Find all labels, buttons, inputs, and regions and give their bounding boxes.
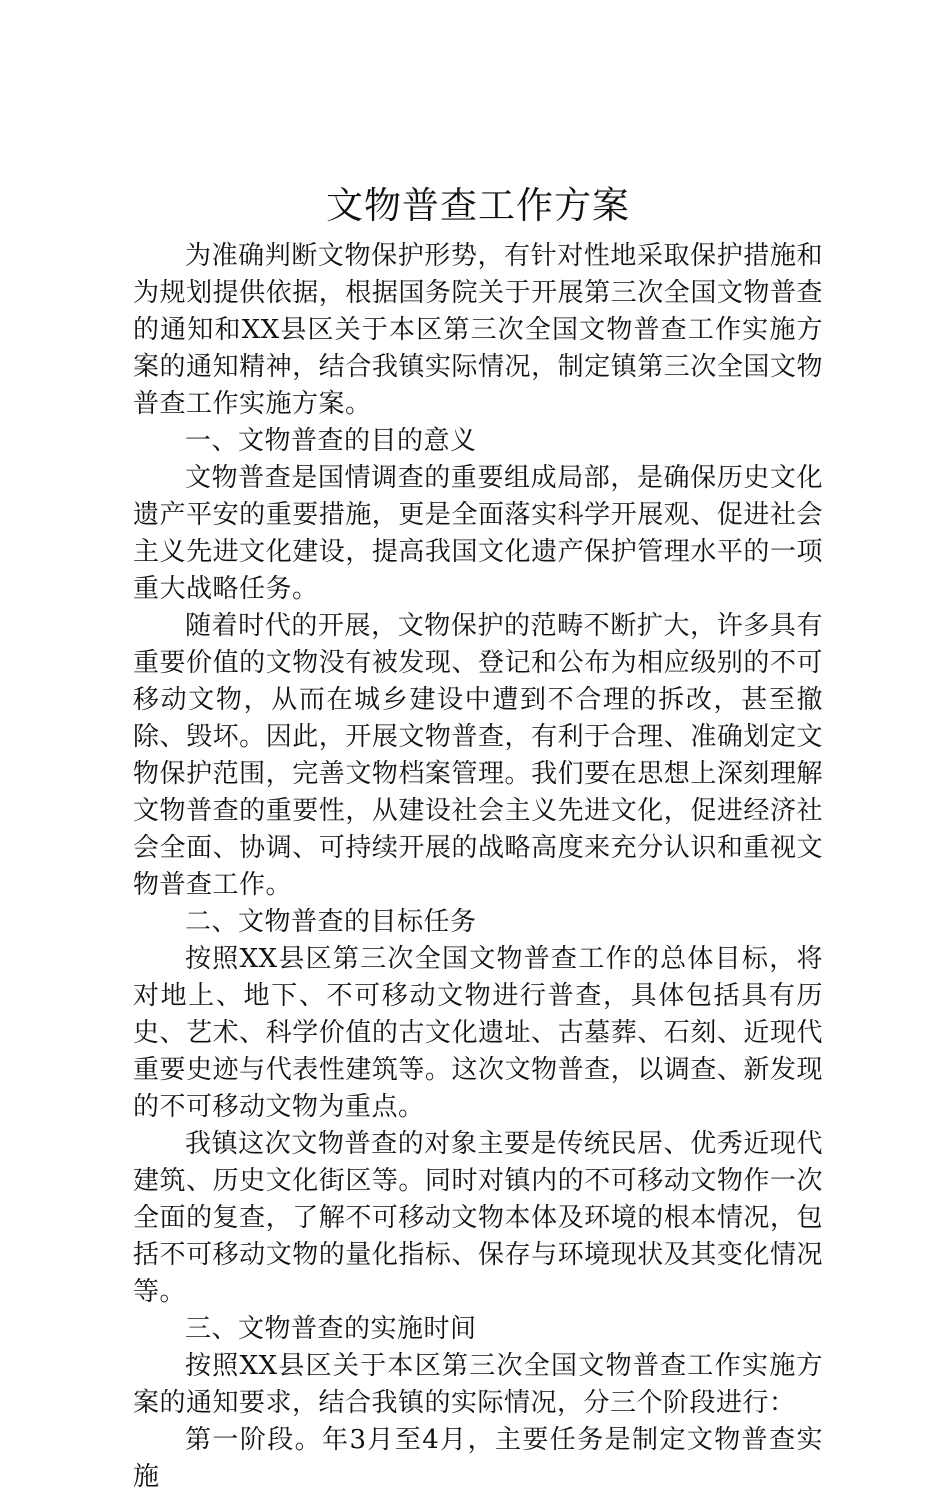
document-body: [133, 178, 823, 1496]
section-heading-schedule: 三、文物普查的实施时间: [185, 1314, 477, 1344]
section-heading-purpose: 一、文物普查的目的意义: [185, 426, 477, 456]
paragraph: 随着时代的开展，文物保护的范畴不断扩大，许多具有重要价值的文物没有被发现、登记和公布为相应级别的不可移动文物，从而在城乡建设中遭到不合理的拆改，甚至撤除、毁坏。因此，开展文物普查，有利于合理、准确划定文物保护范围，完善文物档案管理。我们要在思想上深刻理解文物普查的重要性，从建设社会主义先进文化，促进经济社会全面、协调、可持续开展的战略高度来充分认识和重视文物普查工作。: [133, 611, 823, 900]
paragraph: 第一阶段。年3月至4月，主要任务是制定文物普查实施: [133, 1425, 823, 1492]
section-heading-goals: 二、文物普查的目标任务: [185, 907, 477, 937]
paragraph: 按照XX县区第三次全国文物普查工作的总体目标，将对地上、地下、不可移动文物进行普查，具体包括具有历史、艺术、科学价值的古文化遗址、古墓葬、石刻、近现代重要史迹与代表性建筑等。这次文物普查，以调查、新发现的不可移动文物为重点。: [133, 944, 823, 1122]
paragraph: 文物普查是国情调查的重要组成局部，是确保历史文化遗产平安的重要措施，更是全面落实科学开展观、促进社会主义先进文化建设，提高我国文化遗产保护管理水平的一项重大战略任务。: [133, 463, 823, 604]
intro-paragraph: 为准确判断文物保护形势，有针对性地采取保护措施和为规划提供依据，根据国务院关于开展第三次全国文物普查的通知和XX县区关于本区第三次全国文物普查工作实施方案的通知精神，结合我镇实际情况，制定镇第三次全国文物普查工作实施方案。: [133, 241, 823, 419]
document-title: 文物普查工作方案: [326, 184, 630, 227]
paragraph: 按照XX县区关于本区第三次全国文物普查工作实施方案的通知要求，结合我镇的实际情况，分三个阶段进行：: [133, 1351, 823, 1418]
paragraph: 我镇这次文物普查的对象主要是传统民居、优秀近现代建筑、历史文化街区等。同时对镇内的不可移动文物作一次全面的复查，了解不可移动文物本体及环境的根本情况，包括不可移动文物的量化指标、保存与环境现状及其变化情况等。: [133, 1129, 823, 1307]
